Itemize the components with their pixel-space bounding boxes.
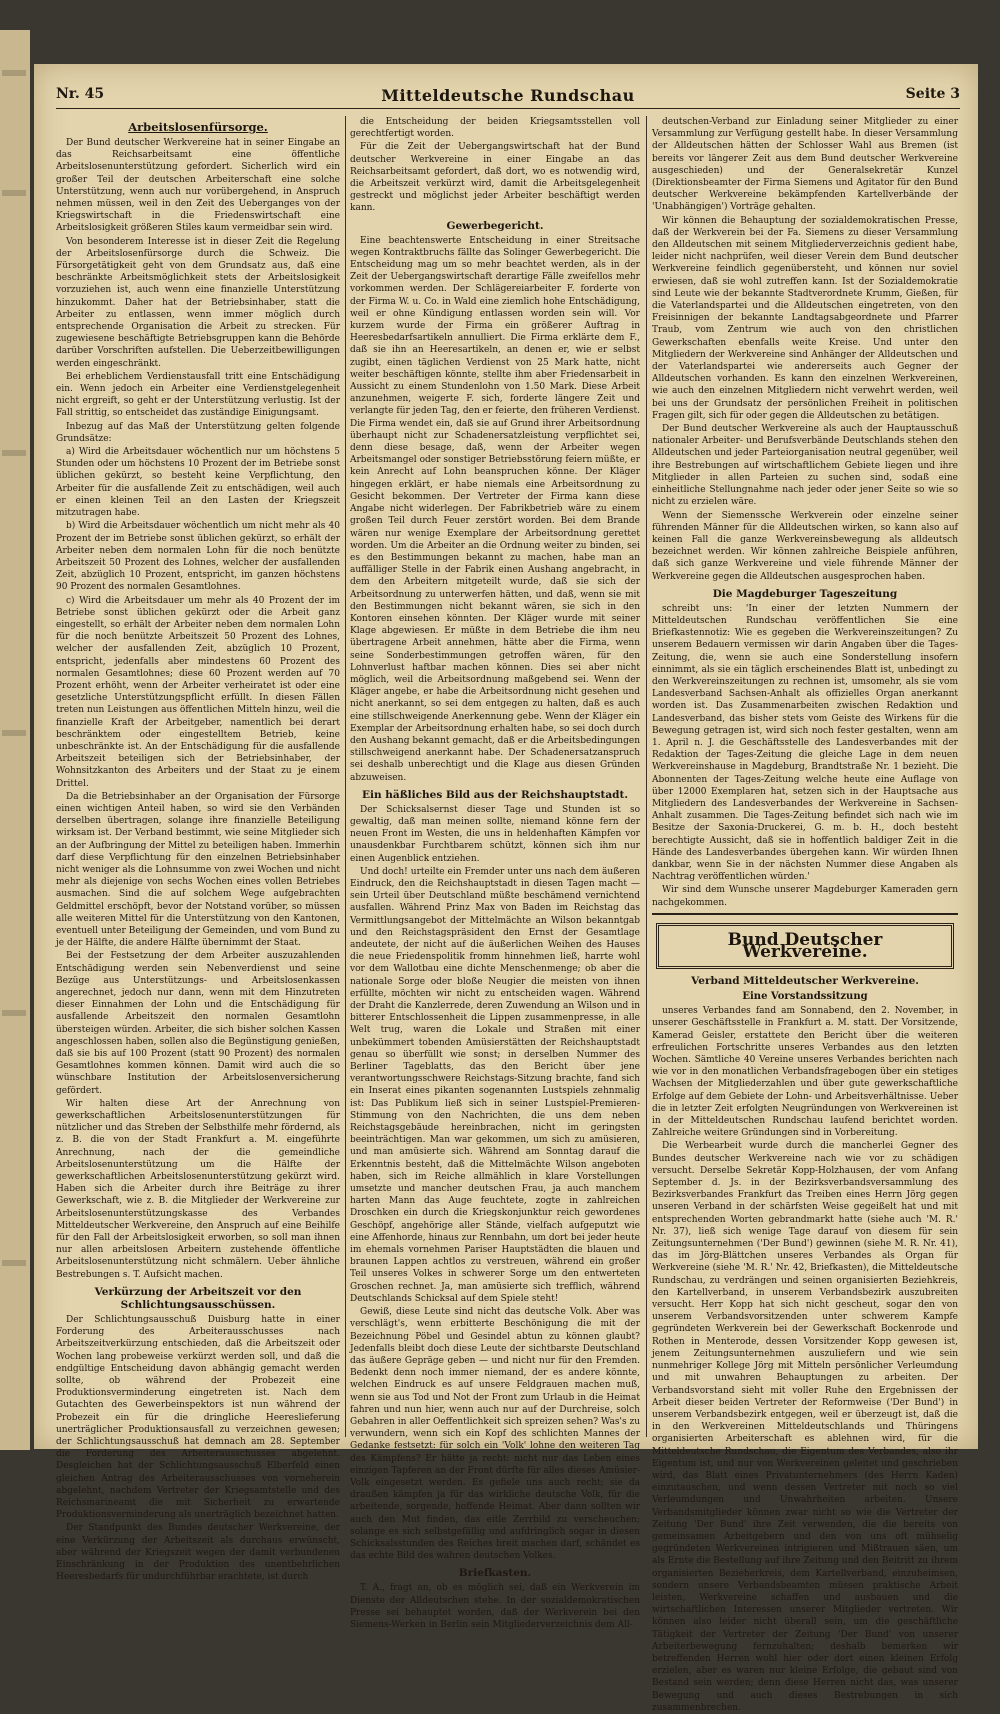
paragraph: Der Standpunkt des Bundes deutscher Werkvereine, der eine Verkürzung der Arbeitszeit als durchaus erwünscht, aber während der Kriegszeit wegen der damit verbundenen Einschränkung in der Produktion des unentbehrlichen Heeresbedarfs für undurchführbar erachtete, ist durch [56,1523,340,1583]
column-2 [350,116,640,1630]
divider [652,913,958,915]
masthead [56,84,960,109]
paragraph: Inbezug auf das Maß der Unterstützung gelten folgende Grundsätze: [56,421,340,444]
sub-heading: Eine Vorstandssitzung [742,991,868,1003]
paragraph: die Entscheidung der beiden Kriegsamtsstellen voll gerechtfertigt worden. [350,117,640,140]
paragraph: Da die Betriebsinhaber an der Organisation der Fürsorge einen wichtigen Anteil haben, so wird sie den Verbänden derselben übertragen, solange ihre finanzielle Beteiligung wirksam ist. Der Verband bestimmt, wie seine Mitglieder sich an der Aufbringung der Mittel zu beteiligen haben. Immerhin darf diese Verpflichtung für den einzelnen Betriebsinhaber nicht weniger als die Lohnsumme von zwei Wochen und nicht mehr als diejenige von sechs Wochen eines vollen Betriebes ausmachen. Sind die auf solchem Wege aufgebrachten Geldmittel erschöpft, bevor der Notstand vorüber, so müssen alle weiteren Mittel für die Unterstützung von den Kantonen, eventuell unter Beteiligung der Gemeinden, und vom Bund zu je der Hälfte, die andere Hälfte übernimmt der Staat. [56,791,340,949]
paragraph: Eine beachtenswerte Entscheidung in einer Streitsache wegen Kontraktbruchs fällte das Solinger Gewerbegericht. Die Entscheidung mag um so mehr beachtet werden, als in der Zeit der Uebergangswirtschaft derartige Fälle zweifellos mehr vorkommen werden. Der Schlägereiarbeiter F. forderte von der Firma W. u. Co. in Wald eine ziemlich hohe Entschädigung, weil er ohne Kündigung entlassen worden sein will. Vor kurzem wurde der Firma ein größerer Auftrag in Heeresbedarfsartikeln annulliert. Die Firma erklärte dem F., daß sie ihn an Heeresartikeln, an denen er, wie er selbst zugibt, einen täglichen Verdienst von 25 Mark hatte, nicht weiter beschäftigen könnte, stellte ihm aber Friedensarbeit in Aussicht zu einem Stundenlohn von 1.50 Mark. Diese Arbeit anzunehmen, weigerte F. sich, forderte längere Zeit und verlangte für jeden Tag, den er feierte, den früheren Verdienst. Die Firma wendet ein, daß sie auf Grund ihrer Arbeitsordnung überhaupt nicht zur Schadenersatzleistung verpflichtet sei, denn diese besage, daß, wenn der Arbeiter wegen Arbeitsmangel oder sonstiger Betriebsstörung feiern müßte, er kein Anrecht auf Lohn beanspruchen könne. Der Kläger hingegen erklärt, er habe niemals eine Arbeitsordnung zu Gesicht bekommen. Der Vertreter der Firma kann diese Angabe nicht widerlegen. Der Fabrikbetrieb wäre zu einem großen Teil durch Feuer zerstört worden. Bei dem Brande wären nur wenige Exemplare der Arbeitsordnung gerettet worden. Um die Arbeiter an die Ordnung weiter zu binden, sei es den Bestimmungen bekannt zu machen, habe man an auffälliger Stelle in der Fabrik einen Aushang angebracht, in dem den Arbeitern mitgeteilt wurde, daß sie sich der Arbeitsordnung zu unterwerfen hätten, und daß, wenn sie mit den Bestimmungen nicht bekannt wären, sie sich in den Kontoren einsehen könnten. Der Kläger wurde mit seiner Klage abgewiesen. Er müßte in dem Betriebe die ihm neu übertragene Arbeit annehmen, hätte aber die Firma, wenn seine Sonderbestimmungen getroffen wären, für den Lohnverlust haftbar machen können. Dies sei aber nicht möglich, weil die Arbeitsordnung maßgebend sei. Wenn der Kläger angebe, er habe die Arbeitsordnung nicht gesehen und nicht anerkannt, so sei dem entgegen zu halten, daß es auch eine stillschweigende Anerkennung gebe. Wenn der Kläger ein Exemplar der Arbeitsordnung erhalten habe, so sei doch durch den Aushang bekannt gemacht, daß er die Arbeitsbedingungen stillschweigend anerkannt habe. Der Schadenersatzanspruch sei deshalb unberechtigt und die Klage aus diesen Gründen abzuweisen. [350,235,640,783]
paragraph: Für die Zeit der Uebergangswirtschaft hat der Bund deutscher Werkvereine in einer Eingabe an das Reichsarbeitsamt gefordert, daß dort, wo es notwendig wird, die Arbeitszeit verkürzt wird, damit die Arbeitsgelegenheit gestreckt und möglichst jeder Arbeiter beschäftigt werden kann. [350,142,640,214]
paragraph: Wir sind dem Wunsche unserer Magdeburger Kameraden gern nachgekommen. [652,885,958,908]
paragraph: schreibt uns: 'In einer der letzten Nummern der Mitteldeutschen Rundschau veröffentlichen Sie eine Briefkastennotiz: Wie es gegeben die Werkvereinszeitungen? Zu unserem Bedauern vermissen wir darin Angaben über die Tages-Zeitung, die, wenn sie auch eine Sonderstellung insofern einnimmt, als sie ein täglich erscheinendes Blatt ist, unbedingt zu den Werkvereinszeitungen zu rechnen ist, umsomehr, als sie vom Landesverband Sachsen-Anhalt als offizielles Organ anerkannt worden ist. Das Zusammenarbeiten zwischen Redaktion und Landesverband, das bisher stets vom Geiste des Wirkens für die Bewegung getragen ist, wird sich noch fester gestalten, wenn am 1. April n. J. die Geschäftsstelle des Landesverbandes mit der Redaktion der Tages-Zeitung die gleiche Lage in dem neuen Werkvereinshause in Magdeburg, Brandtstraße Nr. 1 bezieht. Die Abonnenten der Tages-Zeitung welche heute eine Auflage von über 12000 Exemplaren hat, setzen sich in der Hauptsache aus Mitgliedern des Landesverbandes der Werkvereine in Sachsen-Anhalt zusammen. Die Tages-Zeitung befindet sich nach wie im Besitze der Saxonia-Druckerei, G. m. b. H., doch besteht berechtigte Aussicht, daß sie in hoffentlich baldiger Zeit in die Hände des Landesverbandes übergehen kann. Wir würden Ihnen dankbar, wenn Sie in der nächsten Nummer diese Angaben als Nachtrag veröffentlichen würden.' [652,603,958,883]
paragraph: Der Bund deutscher Werkvereine als auch der Hauptausschuß nationaler Arbeiter- und Berufsverbände Deutschlands stehen den Alldeutschen und jeder Parteiorganisation neutral gegenüber, weil ihre Bestrebungen auf wirtschaftlichem Gebiete liegen und ihre Mitglieder in allen Parteien zu suchen sind, sodaß eine einheitliche Stellungnahme nach jeder oder jener Seite so wie so nicht zu erzielen wäre. [652,424,958,508]
issue-number: Nr. 45 [56,86,105,102]
paragraph: Bei der Festsetzung der dem Arbeiter auszuzahlenden Entschädigung werden sein Nebenverdienst und seine Bezüge aus Unterstützungs- und Arbeitslosenkassen angerechnet, jedoch nur dann, wenn mit dem Hinzutreten dieser Einnahmen der Lohn und die Entschädigung für ausfallende Arbeitszeit den normalen Gesamtlohn übersteigen würden. Arbeiter, die sich bisher solchen Kassen angeschlossen haben, sollen also die Begünstigung genießen, daß sie bis auf 100 Prozent (statt 90 Prozent) des normalen Gesamtlohnes kommen können. Damit wird auch die so wünschbare Institution der Arbeitslosenversicherung gefördert. [56,951,340,1096]
article-heading: Arbeitslosenfürsorge. [128,120,268,134]
paragraph: Gewiß, diese Leute sind nicht das deutsche Volk. Aber was verschlägt's, wenn erbitterte Beschönigung die mit der Bezeichnung Pöbel und Gesindel abtun zu können glaubt? Jedenfalls bleibt doch diese Leute der sichtbarste Deutschland das äußere Gepräge geben — und nicht nur für den Fremden. Bedenkt denn noch immer niemand, der es andere könnte, welchen Eindruck es auf unsere Feldgrauen machen muß, wenn sie aus Tod und Not der Front zum Urlaub in die Heimat fahren und nun hier, wenn auch nur auf der Durchreise, solch Gebahren in aller Oeffentlichkeit sich spreizen sehen? Was's zu verwundern, wenn sich ein Kopf des schlichten Mannes der Gedanke festsetzt: für solch ein 'Volk' lohne den weiteren Tag des Kämpfens? Er hätte ja recht: nicht nur das Leben eines einzigen Tapferen an der Front dürfte für alles dieses Amüsier-Volk eingesetzt werden. Es gefiele uns auch recht; sie da draußen kämpfen ja für das wirkliche deutsche Volk, für die arbeitende, sorgende, hoffende Heimat. Aber dann sollten wir auch den Mut finden, das eitle Zerrbild zu verscheuchen; solange es sich selbstgefällig und aufdringlich sogar in diesen Schicksalsstunden des Reiches breit machen darf, schändet es das echte Bild des wahren deutschen Volkes. [350,1307,640,1562]
paragraph: Der Schlichtungsausschuß Duisburg hatte in einer Forderung des Arbeiterausschusses nach Arbeitszeitverkürzung entschieden, daß die Arbeitszeit oder Wochen lang probeweise verkürzt werden soll, und daß die endgültige Entscheidung davon abhängig gemacht werden sollte, ob während der Probezeit eine Produktionsverminderung eingetreten ist. Nach dem Gutachten des Gewerbeinspektors ist nun während der Probezeit ein für die dringliche Heereslieferung unerträglicher Produktionsausfall zu verzeichnen gewesen; der Schlichtungsausschuß hat demnach am 28. September die Forderung des Arbeiterausschusses abgelehnt. Desgleichen hat der Schlichtungsausschuß Elberfeld einen gleichen Antrag des Arbeiterausschusses von vorneherein abgelehnt, nachdem Vertreter der Kriegsamtstelle und des Reichsmarineamt die mit Sicherheit zu erwartende Produktionsverminderung als unerträglich bezeichnet hatten. [56,1314,340,1521]
paragraph: a) Wird die Arbeitsdauer wöchentlich nur um höchstens 5 Stunden oder um höchstens 10 Prozent der im Betriebe sonst üblichen gekürzt, so besteht keine Verpflichtung, den Arbeiter für die ausfallende Zeit zu entschädigen, weil auch er einen kleinen Teil an den Lasten der Kriegszeit mitzutragen habe. [56,447,340,519]
article-heading: Die Magdeburger Tageszeitung [712,587,898,600]
paragraph: T. A., fragt an, ob es möglich sei, daß ein Werkverein im Dienste der Alldeutschen stehe. In der sozialdemokratischen Presse sei behauptet worden, daß der Werkverein bei den Siemens-Werken in Berlin sein Mitgliederverzeichnis dem All- [350,1583,640,1630]
paragraph: Der Schicksalsernst dieser Tage und Stunden ist so gewaltig, daß man meinen sollte, niemand könne fern der neuen Front im Westen, die uns in heldenhaften Kämpfen vor unausdenkbar Furchtbarem schützt, können sich ihm nur einen Augenblick entziehen. [350,804,640,864]
paragraph: Wir können die Behauptung der sozialdemokratischen Presse, daß der Werkverein bei der Fa. Siemens zu dieser Versammlung den Alldeutschen mit seinem Mitgliederverzeichnis gedient habe, leider nicht nachprüfen, weil dieser Verein dem Bund deutscher Werkvereine feindlich gegenübersteht, und können nur soviel erwiesen, daß sie wohl zutreffen kann. Ist der Sozialdemokratie sind Leute wie der bekannte Stadtverordnete Krumm, Gießen, für die Vaterlandspartei und die Alldeutschen eingetreten, von den Freisinnigen der bekannte Landtagsabgeordnete und Pfarrer Traub, vom Zentrum wie auch von den christlichen Gewerkschaften ebenfalls weite Kreise. Und unter den Mitgliedern der Werkvereine sind Anhänger der Alldeutschen und der Vaterlandspartei wie andererseits auch Gegner der Alldeutschen vorhanden. Es kann den einzelnen Werkvereinen, wie auch den einzelnen Mitgliedern nicht verwehrt werden, weil bei uns der Grundsatz der persönlichen Freiheit in politischen Fragen gilt, sich für oder gegen die Alldeutschen zu betätigen. [652,215,958,421]
paragraph: Wenn der Siemenssche Werkverein oder einzelne seiner führenden Männer für die Alldeutschen wirken, so kann also auf keinen Fall die ganze Werkvereinsbewegung als alldeutsch bezeichnet werden. Wir können zahlreiche Beispiele anführen, daß sich ganze Werkvereine und viele führende Männer der Werkvereine gegen die Alldeutschen ausgesprochen haben. [652,510,958,582]
newspaper-page [34,64,978,1713]
column-1 [56,116,340,1583]
column-3 [652,116,958,1713]
newspaper-title: Mitteldeutsche Rundschau [381,86,635,105]
paragraph: deutschen-Verband zur Einladung seiner Mitglieder zu einer Versammlung zur Verfügung gestellt habe. In dieser Versammlung der Alldeutschen hätten der Schlosser Wahl aus Bremen (ist bereits vor längerer Zeit aus dem Bund deutscher Werkvereine ausgeschieden) und der Generalsekretär Kunzel (Direktionsbeamter der Firma Siemens und Agitator für den Bund deutscher Werkvereine bekämpfenden Kartellverbände der 'Unabhängigen') Vorträge gehalten. [652,117,958,213]
article-heading: Verband Mitteldeutscher Werkvereine. [691,975,919,988]
article-heading: Verkürzung der Arbeitszeit vor den Schlichtungsausschüssen. [94,1285,302,1311]
paragraph: Die Werbearbeit wurde durch die mancherlei Gegner des Bundes deutscher Werkvereine nach wie vor zu schädigen versucht. Derselbe Sekretär Kopp-Holzhausen, der vom Anfang September d. Js. in der Bezirksverbandsversammlung des Bezirksverbandes Frankfurt das Treiben eines Herrn Jörg gegen unseren Verband in der schärfsten Weise gegeißelt hat und mit entsprechenden Worten gebrandmarkt hatte (siehe auch 'M. R.' Nr. 37), ließ sich wenige Tage darauf von diesem für sein Zeitungsunternehmen ('Der Bund') gewinnen (siehe M. R. Nr. 41), das im Jörg-Blättchen unseres Verbandes als Organ für Werkvereine (siehe 'M. R.' Nr. 42, Briefkasten), die Mitteldeutsche Rundschau, zu verdrängen und seinen organisierten Beziehkreis, den Kartellverband, in unserem Verbandsbezirk auszubreiten versucht. Herr Kopp hat sich nicht gescheut, sogar den von unserem Verbandsvorsitzenden unter schwerem Kampfe gegründeten Werkverein bei der Gewerkschaft Bockenrode und Rothen in Menterode, dessen Vorsitzender Kopp gewesen ist, jenem Zeitungsunternehmen auszuliefern und wie sein nunmehriger Kollege Jörg mit Mitteln persönlicher Verleumdung und mit unwahren Behauptungen zu arbeiten. Der Verbandsvorstand sieht mit voller Ruhe den Ergebnissen der Arbeit dieser beiden Vertreter der Reformweise ('Der Bund') in unserem Verbandsbezirk entgegen, weil er überzeugt ist, daß die in den Werkvereinen Mitteldeutschlands und Thüringens organisierten Arbeiterschaft es ablehnen wird, für die Mitteldeutsche Rundschau, die Eigentum des Verbandes, also ihr Eigentum ist, und nur von Werkvereinen geleitet und geschrieben wird, das Blatt eines Privatunternehmers (des Herrn Kaden) einzutauschen, und wenn dessen Vertreter mit noch so viel Verleumdungen und Unwahrheiten arbeiten. Unsere Verbandsmitglieder können zwar nicht so wie die Vertreter der Zeitung 'Der Bund' ihre Zeit verwenden, die die bereits von gemeinsamen Arbeitgebern und den von uns oft mühselig gegründeten Werkvereinen intrigieren und Mißtrauen säen, um als Ernte die Bestellung auf ihre Zeitung und den Beitritt zu ihrem organisierten Bezieherkreis, dem Kartellverband, einzuheimsen, sondern unsere Verbandsbeamten müssen praktische Arbeit leisten, Werkvereine schaffen und ausbauen und die wirtschaftlichen Interessen unserer Mitglieder vertreten. Wir können also leider nicht überall sein, um die geschäftliche Tätigkeit der Vertreter der Zeitung 'Der Bund' von unserer Arbeiterbewegung fernzuhalten; deshalb bemerken wir betreffenden Herren wohl hier oder dort einen kleinen Erfolg erzielen, aber es waren nur kleine Erfolge, die gebaut sind von Bestand sein werden; denn diese Herren nicht das, was unserer Bewegung und auch dieses Bestrebungen in sich zusammenbrechen. [652,1141,958,1713]
paragraph: b) Wird die Arbeitsdauer wöchentlich um nicht mehr als 40 Prozent der im Betriebe sonst üblichen gekürzt, so erhält der Arbeiter neben dem normalen Lohn für die noch benützte Arbeitszeit 50 Prozent des Lohnes, welcher der ausfallenden Zeit, abzüglich 10 Prozent, entspricht, im ganzen höchstens 90 Prozent des normalen Gesamtlohnes. [56,521,340,593]
page-number: Seite 3 [905,86,960,102]
column-rule [345,116,346,1437]
paragraph: Der Bund deutscher Werkvereine hat in seiner Eingabe an das Reichsarbeitsamt eine öffentliche Arbeitslosenunterstützung gefordert. Sicherlich wird ein großer Teil der deutschen Arbeiterschaft eine solche Unterstützung, wenn auch nur vorübergehend, in Anspruch nehmen müssen, weil in den Zeit des Ueberganges von der Kriegswirtschaft in die Friedenswirtschaft eine Arbeitslosigkeit größeren Stiles kaum vermeidbar sein wird. [56,138,340,234]
paragraph: unseres Verbandes fand am Sonnabend, den 2. November, in unserer Geschäftsstelle in Frankfurt a. M. statt. Der Vorsitzende, Kamerad Geisler, erstattete den Bericht über die weiteren erfreulichen Fortschritte unseres Verbandes aus den letzten Wochen. Sämtliche 40 Vereine unseres Verbandes berichten nach wie vor in den monatlichen Verbandsfragebogen über ein stetiges Wachsen der Mitgliederzahlen und über gute gewerkschaftliche Erfolge auf dem Gebiete der Lohn- und Arbeitsverhältnisse. Ueber die in letzter Zeit erfolgten Neugründungen von Werkvereinen ist in der Mitteldeutschen Rundschau laufend berichtet worden. Zahlreiche weitere Gründungen sind in Vorbereitung. [652,1006,958,1139]
paragraph: c) Wird die Arbeitsdauer um mehr als 40 Prozent der im Betriebe sonst üblichen gekürzt oder die Arbeit ganz eingestellt, so erhält der Arbeiter neben dem normalen Lohn für die noch benützte Arbeitszeit 50 Prozent des Lohnes, welcher der ausfallenden Zeit, abzüglich 10 Prozent, entspricht, jedenfalls aber mindestens 60 Prozent des normalen Gesamtlohnes; diese 60 Prozent werden auf 70 Prozent erhöht, wenn der Arbeiter verheiratet ist oder eine gesetzliche Unterstützungspflicht erfüllt. In diesen Fällen treten nun Leistungen aus öffentlichen Mitteln hinzu, weil die finanzielle Kraft der Arbeitgeber, namentlich bei derart beschränktem oder eingestelltem Betrieb, keine unbeschränkte ist. An der Entschädigung für die ausfallende Arbeitszeit beteiligen sich der Betriebsinhaber, der Wohnsitzkanton des Arbeiters und der Staat zu je einem Drittel. [56,595,340,789]
article-heading: Ein häßliches Bild aus der Reichshauptstadt. [361,788,629,801]
article-heading: Gewerbegericht. [446,219,544,232]
paragraph: Wir halten diese Art der Anrechnung von gewerkschaftlichen Arbeitslosenunterstützungen für nützlicher und das Streben der Selbsthilfe mehr fördernd, als z. B. die von der Stadt Frankfurt a. M. eingeführte Anrechnung, nach der die gemeindliche Arbeitslosenunterstützung um die Hälfte der gewerkschaftlichen Arbeitslosenunterstützung gekürzt wird. Haben sich die Arbeiter durch ihre Beiträge zu ihrer Gewerkschaft, wie z. B. die Mitglieder der Werkvereine zur Arbeitslosenunterstützungskasse des Verbandes Mitteldeutscher Werkvereine, den Anspruch auf eine Beihilfe für den Fall der Arbeitslosigkeit erworben, so soll man ihnen nur allen arbeitslosen Arbeitern zustehende öffentliche Arbeitslosenunterstützung nicht schmälern. Ueber ähnliche Bestrebungen s. T. Aufsicht machen. [56,1098,340,1280]
paragraph: Und doch! urteilte ein Fremder unter uns nach dem äußeren Eindruck, den die Reichshauptstadt in diesen Tagen macht — sein Urteil über Deutschland müßte beschämend vernichtend ausfallen. Während Prinz Max von Baden im Reichstag das Vermittlungsangebot der Mittelmächte an Wilson bekanntgab und den Reichstagspräsident den Ernst der Gesamtlage andeutete, der nicht auf die äußerlichen Weihen des Hauses die neue Friedenspolitik fromm hinnehmen ließ, harrte wohl vor dem Wallotbau eine dichte Menschenmenge; ob aber die nationale Sorge oder bloße Neugier die meisten von ihnen erfüllte, möchten wir nicht zu entscheiden wagen. Während der Draht die Kanzlerrede, deren Zuwendung an Wilson und in bitterer Entschlossenheit die Lippen zusammenpresse, in alle Welt trug, waren die Lokale und Straßen mit einer unbekümmert tobenden Amüsierstätten der Reichshauptstadt genau so überfüllt wie sonst; in derselben Nummer des Berliner Tageblatts, das den Bericht über jene verantwortungsschwere Reichstags-Sitzung brachte, fand sich ein Inserat eines pikanten sogenannten Lustspiels zehnmalig ist: Das Publikum ließ sich in seiner Lustspiel-Premieren-Stimmung von den Nachrichten, die uns dem neben Reichstagsgebäude hereinbrachen, nicht im geringsten beeinträchtigen. Man war gekommen, um sich zu amüsieren, und man amüsierte sich. Während am Sonntag darauf die Erkenntnis besteht, daß die Mittelmächte Wilson angeboten haben, sich im Reiche allmählich in klare Vorstellungen umsetzte und mancher deutschen Frau, ja auch manchem harten Mann das Auge feuchtete, zogte in zahlreichen Droschken ein durch die Kriegskonjunktur reich gewordenes Geschöpf, angehörige aller Stände, vielfach aufgeputzt wie eine Affenhorde, hinaus zur Rennbahn, um dort bei jeder heute im ehemals vornehmen Pariser Hauptstädten die blauen und braunen Lappen achtlos zu verstreuen, während ein großer Teil unseres Volkes in schwerer Sorge um den entwerteten Groschen rechnet. Ja, man amüsierte sich trefflich, während Deutschlands Schicksal auf dem Spiele steht! [350,866,640,1304]
article-heading: Briefkasten. [458,1567,532,1580]
column-rule [646,116,647,1437]
previous-page-edge [0,30,30,1450]
paragraph: Bei erheblichem Verdienstausfall tritt eine Entschädigung ein. Wenn jedoch ein Arbeiter eine Verdienstgelegenheit nicht ergreift, so geht er der Unterstützung verlustig. Ist der Fall strittig, so entscheidet das zuständige Einigungsamt. [56,371,340,419]
paragraph: Von besonderem Interesse ist in dieser Zeit die Regelung der Arbeitslosenfürsorge durch die Schweiz. Die Fürsorgetätigkeit geht von dem Grundsatz aus, daß eine beschränkte Arbeitsmöglichkeit stets der Arbeitslosigkeit vorzuziehen ist, auch wenn eine finanzielle Unterstützung hinzukommt. Daher hat der Betriebsinhaber, statt die Arbeiter zu entlassen, wenn immer möglich durch entsprechende Organisation die Arbeit zu strecken. Für zugewiesene beschäftigte Betriebsgruppen kann die Behörde darüber Vorschriften aufstellen. Die Ueberzeitbewilligungen werden eingeschränkt. [56,236,340,369]
section-banner: Bund Deutscher Werkvereine. [656,923,954,969]
